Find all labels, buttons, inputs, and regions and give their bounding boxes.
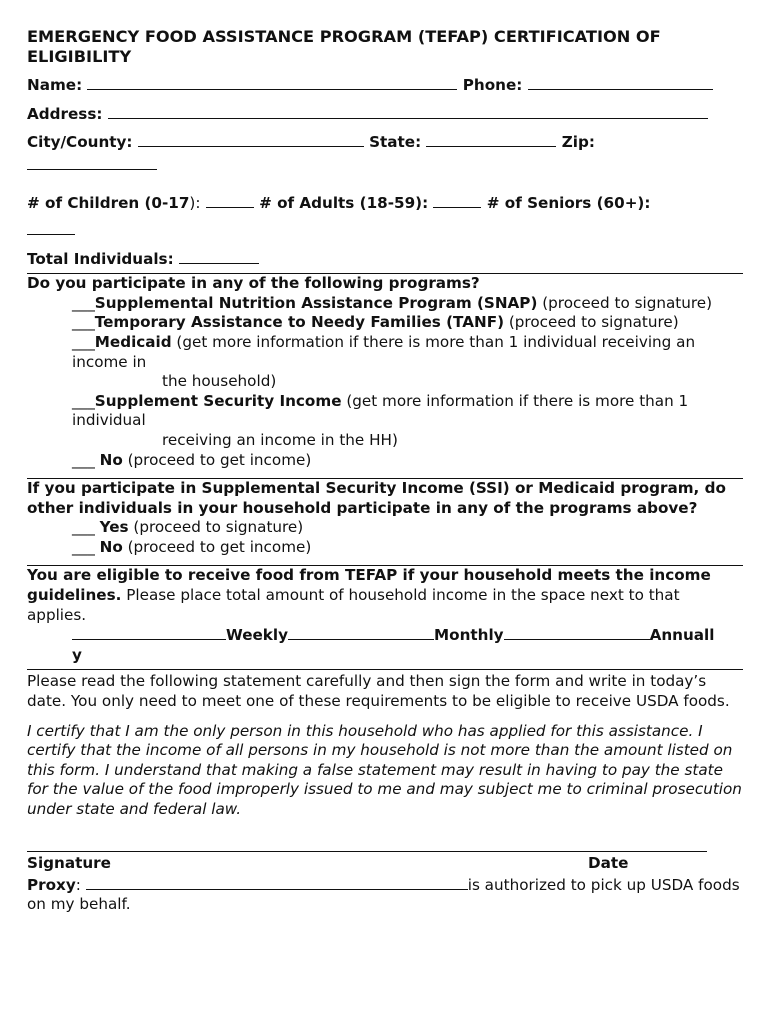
household-count-row [27,193,743,214]
monthly-label: Monthly [434,626,504,645]
address-field[interactable] [108,104,708,119]
option-blank: ___ [72,391,95,410]
city-state-zip-row [27,132,743,153]
signature-line[interactable] [27,837,707,852]
signature-label: Signature [27,853,111,872]
phone-field[interactable] [528,75,713,90]
state-label: State: [369,133,422,152]
weekly-label: Weekly [226,626,289,645]
option-tanf[interactable] [27,313,743,333]
children-label: # of Children (0-17 [27,194,190,213]
date-label: Date [588,853,629,872]
income-instruction: Please place total amount of household income in the space next to that applies. [27,586,680,624]
income-section [27,566,743,625]
seniors-label: # of Seniors (60+): [486,194,651,213]
annually-label-cont: y [72,645,82,664]
address-row [27,104,743,125]
income-heading: You are eligible to receive food from TEFAP if your household meets the income guidelines. [27,566,711,605]
total-field[interactable] [179,249,259,264]
zip-row [27,155,743,176]
adults-field[interactable] [433,193,481,208]
annually-field[interactable] [504,625,650,640]
total-row [27,249,743,270]
programs-question: Do you participate in any of the following programs? [27,274,480,293]
option-blank: ___ [72,537,100,556]
name-label: Name: [27,76,83,94]
zip-field[interactable] [27,155,157,170]
household-question: If you participate in Supplemental Security Income (SSI) or Medicaid program, do other individuals in your household participate in any of the programs above? [27,479,726,517]
phone-label: Phone: [462,76,523,94]
statement-instructions: Please read the following statement carefully and then sign the form and write in today’s date. You only need to meet one of these requirements to be eligible to receive USDA foods. [27,672,730,711]
snap-label: Supplemental Nutrition Assistance Program (SNAP) [94,293,538,312]
no-note: (proceed to get income) [122,537,312,556]
medicaid-note: (get more information if there is more than 1 individual receiving an income in [72,332,696,371]
option-medicaid[interactable] [27,333,743,372]
city-label: City/County: [27,133,133,152]
monthly-field[interactable] [288,625,434,640]
ssi-note-cont: receiving an income in the HH) [162,430,398,449]
option-blank: ___ [72,293,95,312]
option-blank: ___ [72,450,100,469]
children-field[interactable] [206,193,254,208]
snap-note: (proceed to signature) [537,293,713,312]
zip-label: Zip: [561,133,595,152]
seniors-field[interactable] [27,220,75,235]
seniors-row [27,220,743,241]
medicaid-label: Medicaid [94,332,172,351]
ssi-note: (get more information if there is more than 1 individual [72,391,689,430]
divider [27,669,743,670]
household-option-yes[interactable] [27,518,743,538]
tefap-form [27,27,743,915]
option-snap[interactable] [27,294,743,314]
certification-statement: I certify that I am the only person in this household who has applied for this assistance. I certify that the income of all persons in my household is not more than the amount listed on this form. I understand that making a false statement may result in having to pay the state for the value of the food improperly issued to me and may subject me to criminal prosecution under state and federal law. [27,721,742,818]
name-phone-row [27,75,743,96]
option-blank: ___ [72,332,95,351]
option-blank: ___ [72,313,95,332]
proxy-colon: : [75,875,86,894]
no-note: (proceed to get income) [122,450,312,469]
tanf-label: Temporary Assistance to Needy Families (TANF) [94,313,505,332]
no-label: No [99,450,123,469]
yes-note: (proceed to signature) [128,518,304,537]
total-label: Total Individuals: [27,249,174,268]
income-fields-row [27,625,743,646]
proxy-label: Proxy [27,875,76,894]
option-blank: ___ [72,518,100,537]
name-field[interactable] [87,75,457,90]
form-title: EMERGENCY FOOD ASSISTANCE PROGRAM (TEFAP) CERTIFICATION OF ELIGIBILITY [27,27,661,66]
proxy-text: is authorized to pick up USDA foods on my behalf. [27,875,740,914]
signature-labels-row [27,854,743,874]
tanf-note: (proceed to signature) [504,313,679,332]
city-field[interactable] [138,132,364,147]
no-label: No [99,537,123,556]
weekly-field[interactable] [72,625,226,640]
option-no[interactable] [27,451,743,471]
children-paren: ): [189,194,201,213]
household-option-no[interactable] [27,538,743,558]
yes-label: Yes [99,518,129,537]
proxy-row [27,875,743,915]
ssi-label: Supplement Security Income [94,391,342,410]
annually-label: Annuall [649,626,715,645]
adults-label: # of Adults (18-59): [259,194,429,213]
medicaid-note-cont: the household) [162,372,277,391]
proxy-field[interactable] [86,875,468,890]
option-ssi[interactable] [27,392,743,431]
address-label: Address: [27,104,103,123]
state-field[interactable] [426,132,556,147]
